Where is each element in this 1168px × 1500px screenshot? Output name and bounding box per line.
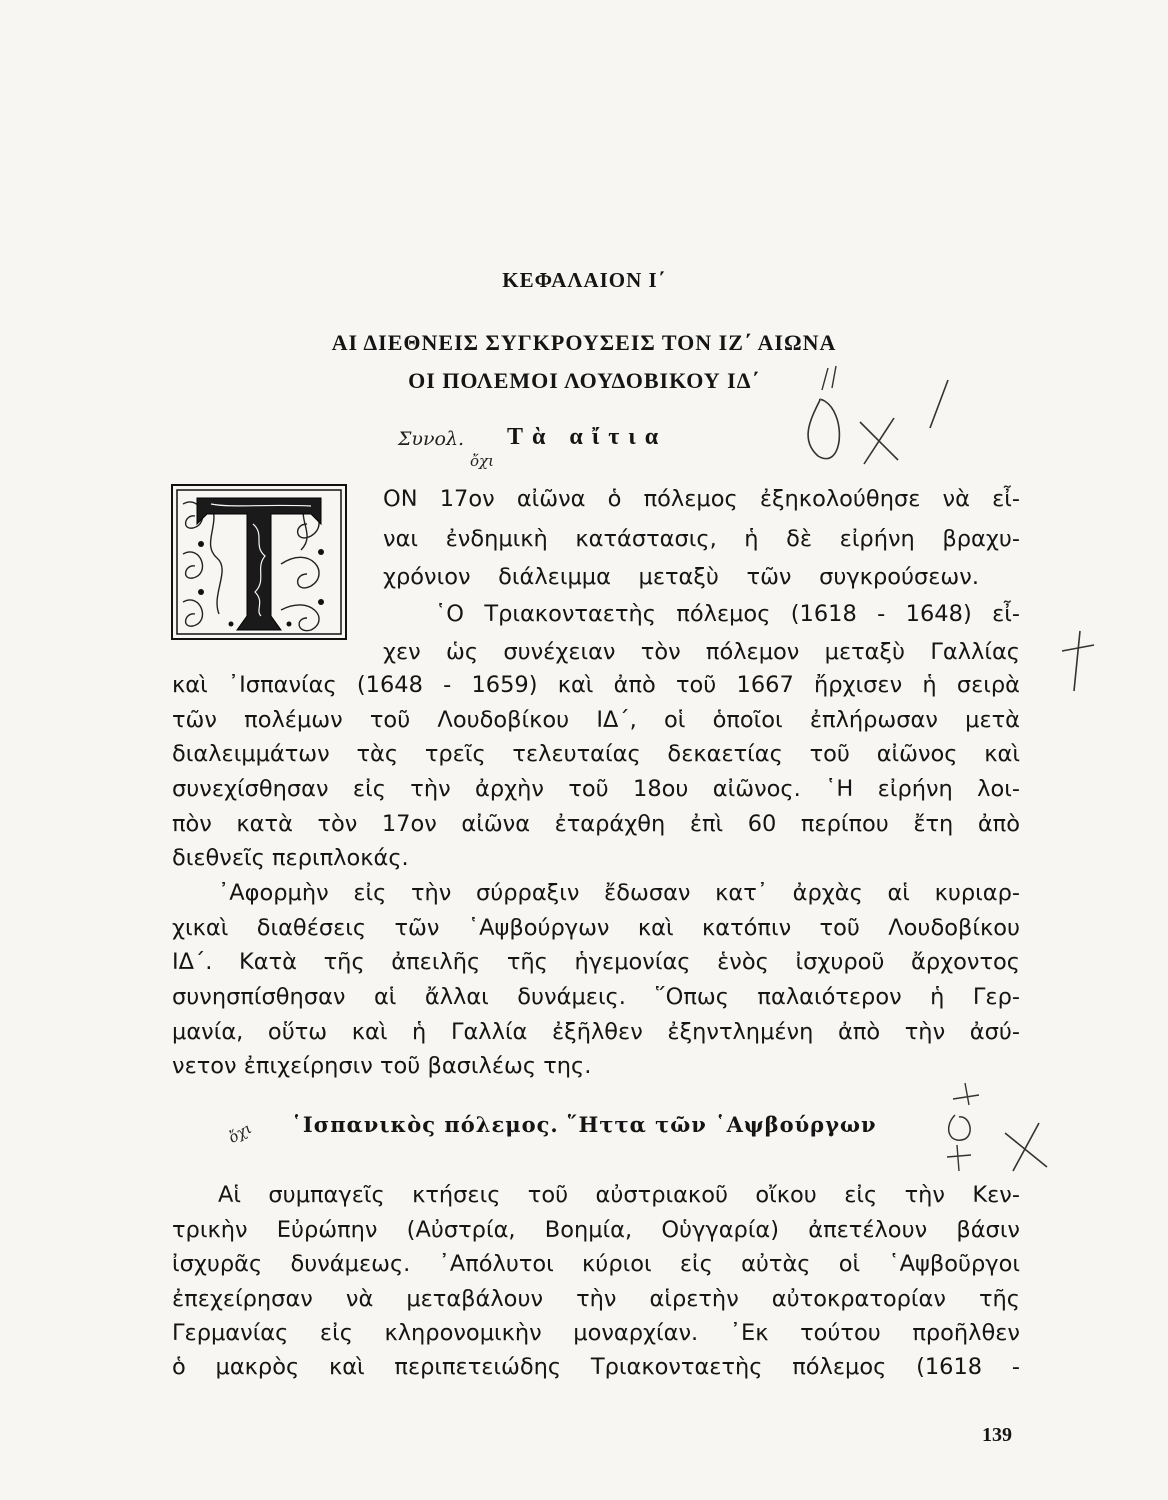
section-heading-causes: Τὰ αἴτια bbox=[507, 424, 668, 450]
handwritten-under-note: ὄχι bbox=[470, 452, 495, 470]
paragraph-3-line: ἐπεχείρησαν νὰ μεταβάλουν τὴν αἱρετὴν αὐτοκρατορίαν τῆς bbox=[172, 1286, 1020, 1312]
handwritten-subhead-note: ὄχι bbox=[225, 1119, 255, 1147]
paragraph-2-line: συνησπίσθησαν αἱ ἄλλαι δυνάμεις. ῞Οπως παλαιότερον ἡ Γερ- bbox=[172, 984, 1020, 1010]
handwritten-ox-mark bbox=[780, 360, 980, 470]
paragraph-3-line: Αἱ συμπαγεῖς κτήσεις τοῦ αὐστριακοῦ οἴκου εἰς τὴν Κεν- bbox=[218, 1182, 1020, 1208]
title-line-1: ΑΙ ΔΙΕΘΝΕΙΣ ΣΥΓΚΡΟΥΣΕΙΣ ΤΟΝ ΙΖ΄ ΑΙΩΝΑ bbox=[331, 330, 837, 355]
paragraph-1-line: χρόνιον διάλειμμα μεταξὺ τῶν συγκρούσεων. bbox=[383, 564, 979, 590]
handwritten-plus-mark bbox=[1058, 625, 1098, 695]
paragraph-1-line: διεθνεῖς περιπλοκάς. bbox=[172, 845, 409, 871]
title-line-2: ΟΙ ΠΟΛΕΜΟΙ ΛΟΥΔΟΒΙΚΟΥ ΙΔ΄ bbox=[408, 368, 760, 393]
chapter-heading: ΚΕΦΑΛΑΙΟΝ Ι΄ bbox=[502, 268, 666, 292]
paragraph-2-line: ᾿Αφορμὴν εἰς τὴν σύρραξιν ἔδωσαν κατ᾿ ἀρχὰς αἱ κυριαρ- bbox=[218, 880, 1020, 906]
paragraph-1-line: χεν ὡς συνέχειαν τὸν πόλεμον μεταξὺ Γαλλίας bbox=[383, 639, 1020, 665]
paragraph-1-line: συνεχίσθησαν εἰς τὴν ἀρχὴν τοῦ 18ου αἰῶνος. ῾Η εἰρήνη λοι- bbox=[172, 776, 1020, 802]
handwritten-ox-mark-2 bbox=[935, 1075, 1055, 1175]
paragraph-1-line: τῶν πολέμων τοῦ Λουδοβίκου ΙΔ΄, οἱ ὁποῖοι ἐπλήρωσαν μετὰ bbox=[172, 707, 1020, 733]
paragraph-1-line: ῾Ο Τριακονταετὴς πόλεμος (1618 - 1648) εἶ- bbox=[435, 601, 1020, 627]
section-heading-spanish-war: ῾Ισπανικὸς πόλεμος. ῞Ηττα τῶν ῾Αψβούργων bbox=[291, 1112, 877, 1137]
paragraph-3-line: Γερμανίας εἰς κληρονομικὴν μοναρχίαν. ᾿Εκ τούτου προῆλθεν bbox=[172, 1320, 1020, 1346]
paragraph-3-line: τρικὴν Εὐρώπην (Αὐστρία, Βοημία, Οὑγγαρία) ἀπετέλουν βάσιν bbox=[172, 1217, 1020, 1243]
paragraph-2-line: νετον ἐπιχείρησιν τοῦ βασιλέως της. bbox=[172, 1053, 592, 1079]
paragraph-1-line: διαλειμμάτων τὰς τρεῖς τελευταίας δεκαετίας τοῦ αἰῶνος καὶ bbox=[172, 741, 1020, 767]
paragraph-2-line: χικαὶ διαθέσεις τῶν ῾Αψβούργων καὶ κατόπιν τοῦ Λουδοβίκου bbox=[172, 915, 1020, 941]
paragraph-2-line: ΙΔ΄. Κατὰ τῆς ἀπειλῆς τῆς ἡγεμονίας ἑνὸς ἰσχυροῦ ἄρχοντος bbox=[172, 949, 1020, 975]
paragraph-2-line: μανία, οὕτω καὶ ἡ Γαλλία ἐξῆλθεν ἐξηντλημένη ἀπὸ τὴν ἀσύ- bbox=[172, 1019, 1020, 1045]
paragraph-3-line: ἰσχυρᾶς δυνάμεως. ᾿Απόλυτοι κύριοι εἰς αὐτὰς οἱ ῾Αψβοῦργοι bbox=[172, 1251, 1020, 1277]
paragraph-1-line: ΟΝ 17ον αἰῶνα ὁ πόλεμος ἐξηκολούθησε νὰ εἶ- bbox=[383, 486, 1020, 512]
paragraph-1-line: πὸν κατὰ τὸν 17ον αἰῶνα ἐταράχθη ἐπὶ 60 περίπου ἔτη ἀπὸ bbox=[172, 811, 1020, 837]
dropcap-ornament bbox=[171, 484, 347, 640]
paragraph-3-line: ὁ μακρὸς καὶ περιπετειώδης Τριακονταετὴς πόλεμος (1618 - bbox=[172, 1354, 1020, 1380]
handwritten-margin-note: Συνολ. bbox=[398, 428, 465, 450]
page-number: 139 bbox=[982, 1424, 1012, 1446]
paragraph-1-line: καὶ ᾿Ισπανίας (1648 - 1659) καὶ ἀπὸ τοῦ 1667 ἤρχισεν ἡ σειρὰ bbox=[172, 672, 1020, 698]
paragraph-1-line: ναι ἐνδημικὴ κατάστασις, ἡ δὲ εἰρήνη βραχυ- bbox=[383, 526, 1020, 552]
